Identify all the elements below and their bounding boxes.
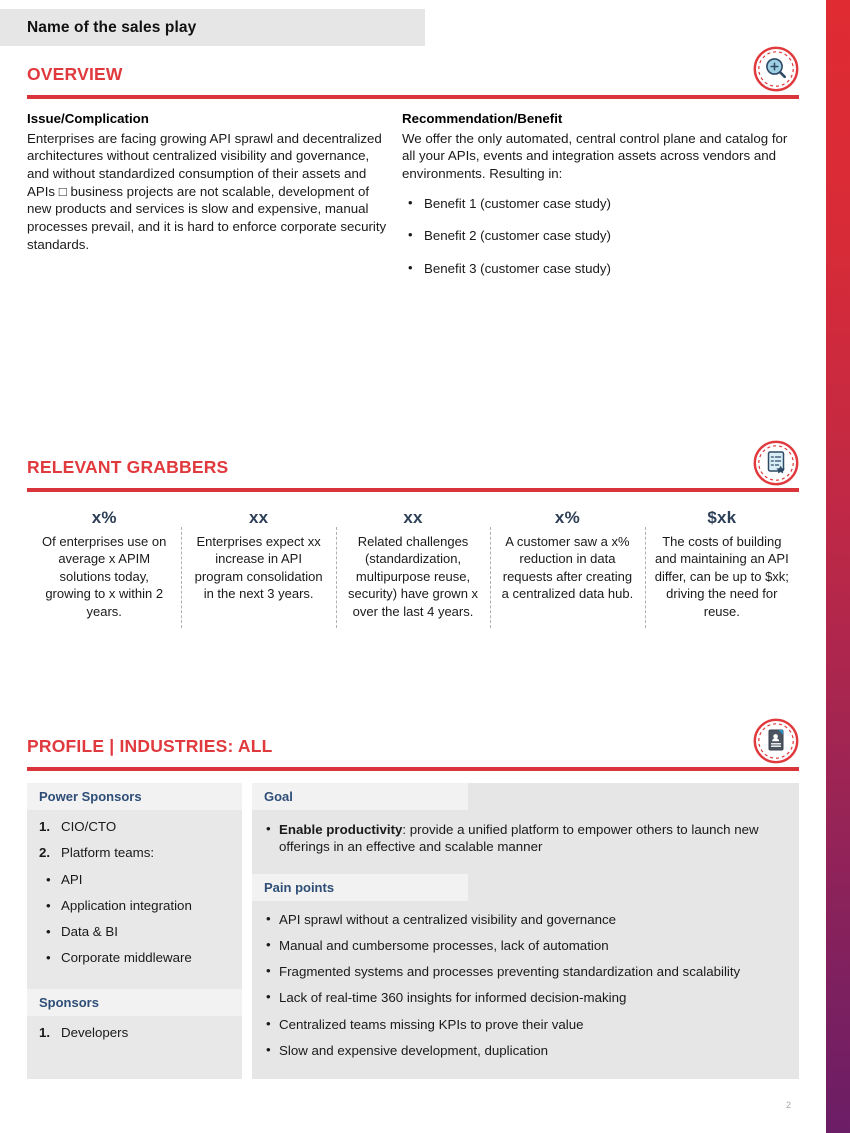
list-item [27,949,242,975]
list-label: Developers [61,1024,129,1040]
goal-list [252,810,799,856]
grabber-figure: xx [248,508,269,527]
list-marker: 2. [39,845,51,861]
grabber-item [336,508,490,620]
goal-rest: : provide a unified platform to empower others to launch new offerings in an effective and scalable manner [279,822,759,855]
list-item: • API sprawl without a centralized visibility and governance [266,911,781,928]
slide-title-band [0,9,425,46]
list-item: • Fragmented systems and processes preventing standardization and scalability [266,963,781,980]
grabber-text: The costs of building and maintaining an API differ, can be up to $xk; driving the need for reuse. [654,534,789,619]
grabbers-heading: RELEVANT GRABBERS [27,457,229,477]
list-item [27,923,242,949]
list-label: Corporate middleware [61,950,192,966]
profile-document-icon [753,718,799,764]
recommendation-body: We offer the only automated, central control plane and catalog for all your APIs, events and integration assets across vendors and environments. Resulting in: [402,130,788,182]
magnifier-plus-icon [753,46,799,92]
list-item: • Manual and cumbersome processes, lack of automation [266,937,781,954]
list-label: API [61,871,83,887]
recommendation-heading: Recommendation/Benefit [402,111,563,126]
list-label: Data & BI [61,924,118,940]
list-item: • Slow and expensive development, duplication [266,1042,781,1059]
list-item [266,821,783,856]
grabbers-row [27,508,799,620]
overview-recommendation-column [402,110,792,293]
sponsors-heading: Sponsors [27,989,242,1016]
pain-points-list [252,901,799,1060]
power-sponsors-list [27,810,242,976]
list-label: Platform teams: [61,845,155,861]
grabber-item [27,508,181,620]
grabber-figure: $xk [707,508,737,527]
grabbers-rule [27,488,799,492]
grabber-text: Of enterprises use on average x APIM solutions today, growing to x within 2 years. [42,534,167,619]
list-item: • Benefit 3 (customer case study) [402,260,792,278]
checklist-certificate-icon [753,440,799,486]
pain-points-heading: Pain points [252,874,468,901]
issue-body: Enterprises are facing growing API sprawl and decentralized architectures without centralized visibility and governance, and without standardized consumption of their assets and APIs □ business projects are not scalable, development of new products and services is slow and expensive, manual processes prevail, and it is hard to enforce corporate security standards. [27,130,387,252]
goal-pain-panel [252,783,799,1079]
overview-heading: OVERVIEW [27,64,123,84]
list-item: • Lack of real-time 360 insights for informed decision-making [266,989,781,1006]
list-marker: 1. [39,819,51,834]
profile-rule [27,767,799,771]
grabber-item [490,508,644,620]
benefit-list [402,195,792,278]
goal-bold-lead: Enable productivity [279,822,403,837]
grabber-item [645,508,799,620]
list-item: • Benefit 1 (customer case study) [402,195,792,213]
grabber-figure: xx [403,508,423,527]
list-item [27,844,242,870]
grabber-text: Related challenges (standardization, multipurpose reuse, security) have grown x over the last 4 years. [347,534,479,619]
list-item [27,897,242,923]
list-marker: • [46,924,51,940]
right-edge-gradient-stripe [826,0,850,1133]
page-number: 2 [786,1100,792,1110]
list-label: Application integration [61,897,192,913]
list-marker: • [46,871,51,887]
overview-rule [27,95,799,99]
list-item: • Benefit 2 (customer case study) [402,227,792,245]
sponsors-list [27,1016,242,1050]
list-item [27,1024,242,1050]
profile-heading: PROFILE | INDUSTRIES: ALL [27,736,273,756]
grabber-text: Enterprises expect xx increase in API program consolidation in the next 3 years. [194,534,323,602]
power-sponsors-panel [27,783,242,1079]
list-item: • Centralized teams missing KPIs to prove their value [266,1016,781,1033]
issue-heading: Issue/Complication [27,111,149,126]
overview-issue-column [27,110,389,253]
grabber-text: A customer saw a x% reduction in data requests after creating a centralized data hub. [501,534,634,602]
list-item [27,818,242,844]
list-label: CIO/CTO [61,819,117,834]
grabber-figure: x% [554,508,580,527]
goal-heading: Goal [252,783,468,810]
list-item [27,871,242,897]
page-title: Name of the sales play [27,18,197,36]
grabber-figure: x% [91,508,117,527]
list-marker: • [46,950,51,966]
list-marker: 1. [39,1024,51,1040]
list-marker: • [46,897,51,913]
power-sponsors-heading: Power Sponsors [27,783,242,810]
grabber-item [181,508,335,620]
